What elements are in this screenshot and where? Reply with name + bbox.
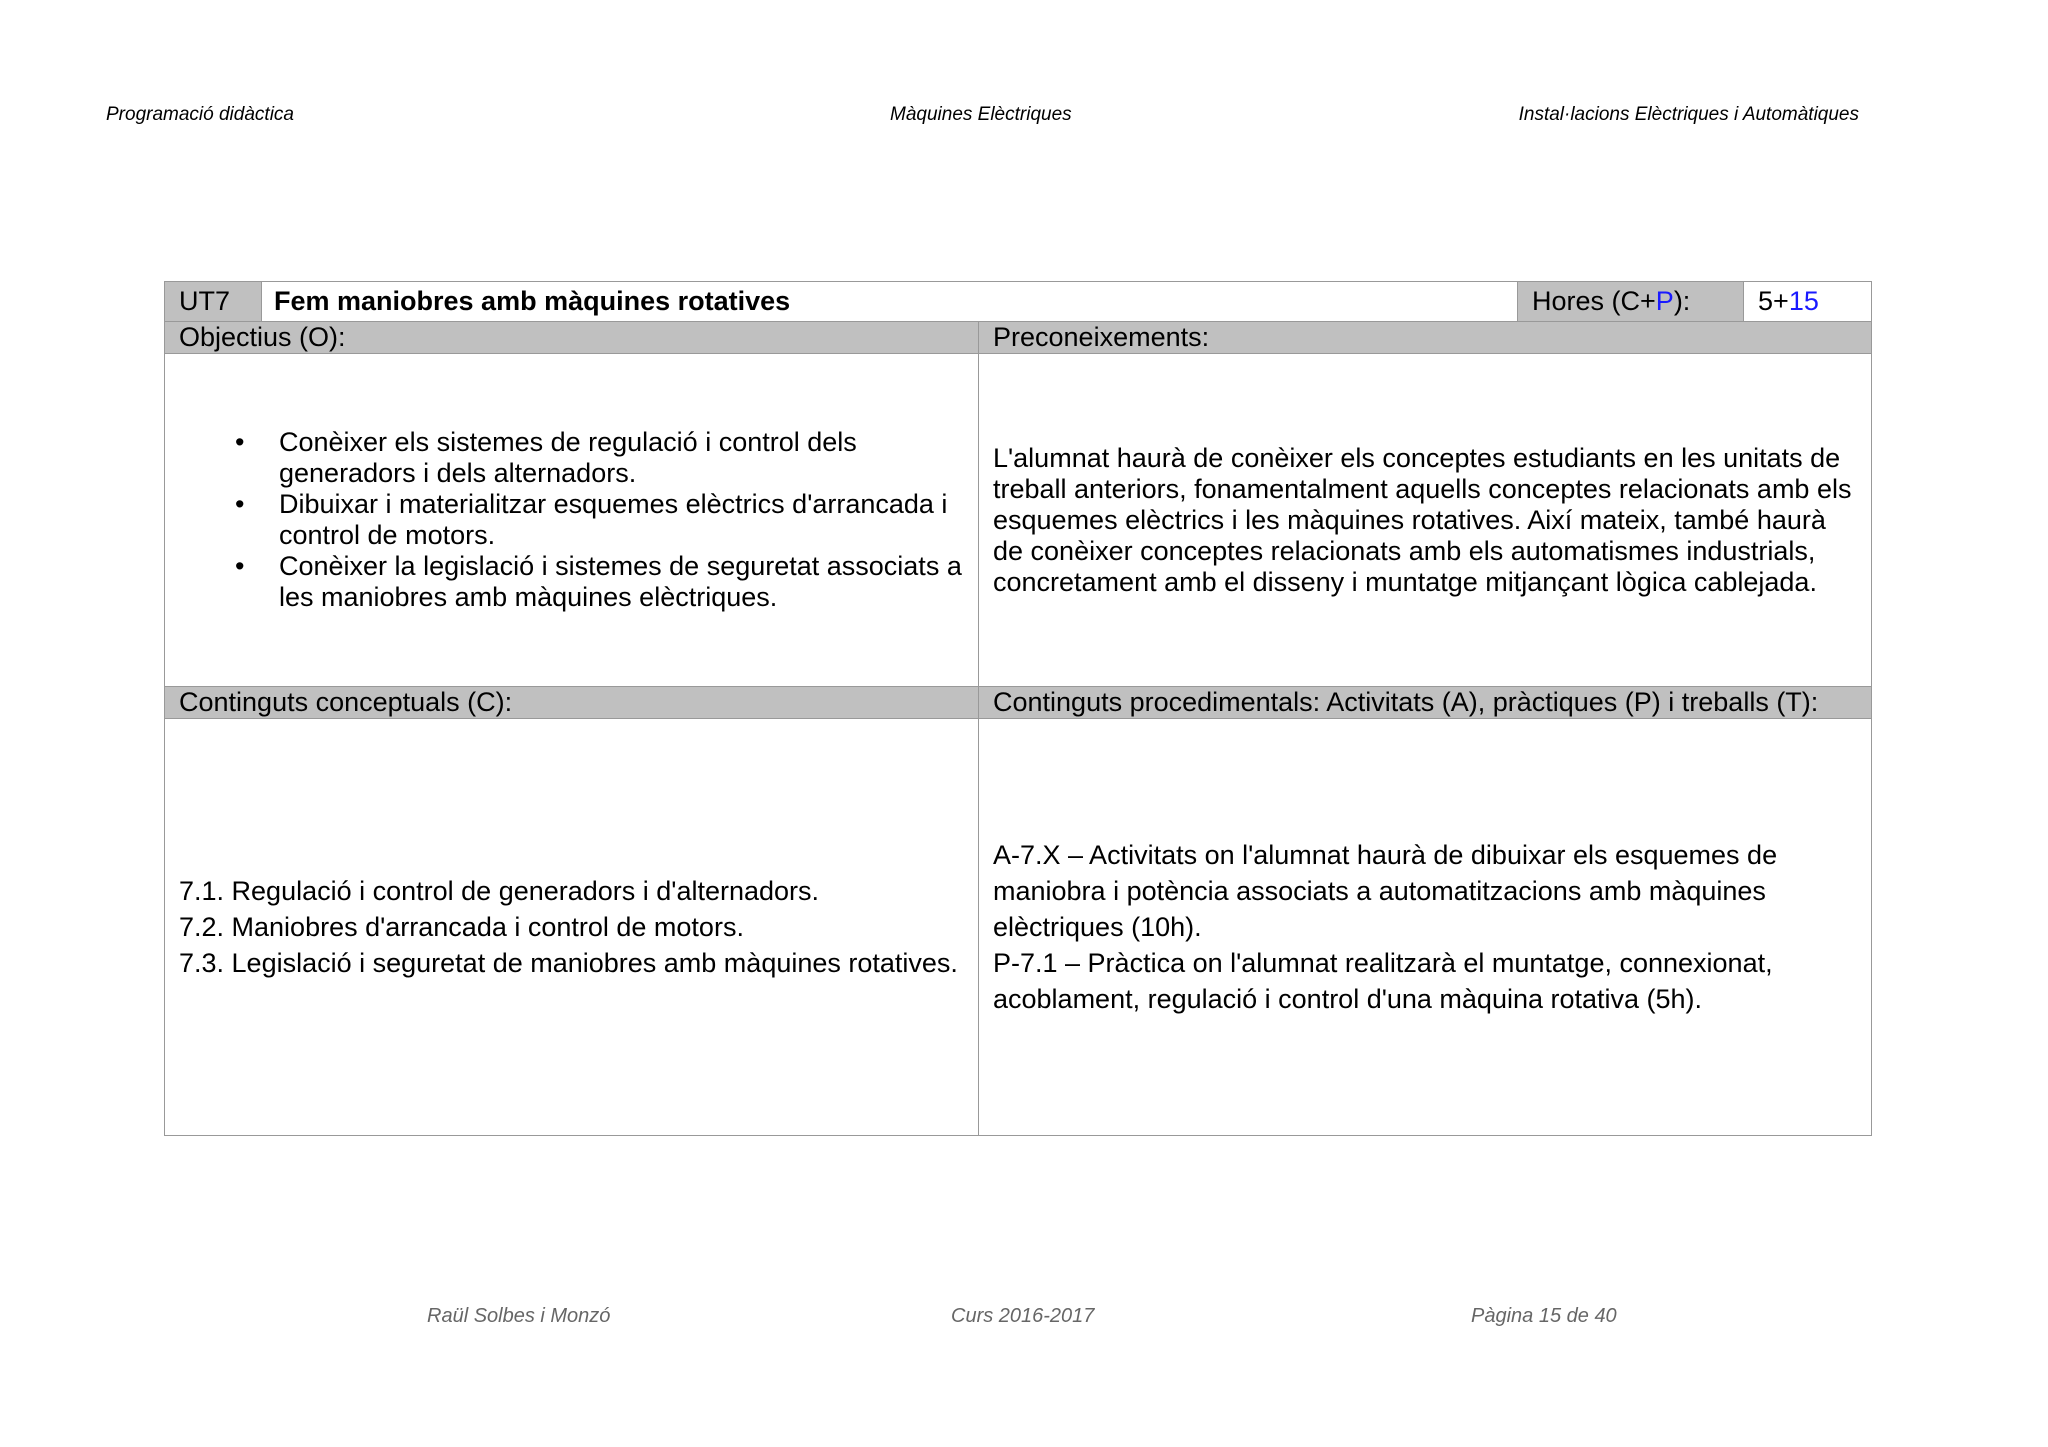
footer-author: Raül Solbes i Monzó: [427, 1305, 611, 1327]
unit-title-row: [165, 282, 1872, 322]
procedural-heading: Continguts procedimentals: Activitats (A), pràctiques (P) i treballs (T):: [979, 687, 1872, 719]
header-center: Màquines Elèctriques: [890, 104, 1072, 125]
conceptual-item: 7.1. Regulació i control de generadors i d'alternadors.: [179, 876, 820, 906]
unit-table: [164, 281, 1872, 1136]
hours-value: 5+15: [1744, 282, 1872, 322]
objectives-cell: [165, 354, 979, 687]
footer-page: Pàgina 15 de 40: [1471, 1305, 1617, 1327]
objective-item: • Dibuixar i materialitzar esquemes elèctrics d'arrancada i control de motors.: [279, 489, 964, 551]
conceptual-heading: Continguts conceptuals (C):: [165, 687, 979, 719]
procedural-item: A-7.X – Activitats on l'alumnat haurà de dibuixar els esquemes de maniobra i potència associats a automatitzacions amb màquines elèctriques (10h).: [993, 840, 1778, 942]
prior-knowledge-heading: Preconeixements:: [979, 322, 1872, 354]
unit-code: UT7: [165, 282, 262, 322]
procedural-cell: [979, 719, 1872, 1136]
contents-header-row: [165, 687, 1872, 719]
header-right: Instal·lacions Elèctriques i Automàtiques: [1518, 104, 1859, 125]
conceptual-item: 7.2. Maniobres d'arrancada i control de motors.: [179, 912, 744, 942]
unit-title: Fem maniobres amb màquines rotatives: [262, 282, 1518, 322]
objective-item: • Conèixer la legislació i sistemes de seguretat associats a les maniobres amb màquines elèctriques.: [279, 551, 964, 613]
objective-item: • Conèixer els sistemes de regulació i control dels generadors i dels alternadors.: [279, 427, 964, 489]
footer-course: Curs 2016-2017: [951, 1305, 1095, 1327]
prior-knowledge-text: L'alumnat haurà de conèixer els conceptes estudiants en les unitats de treball anteriors, fonamentalment aquells conceptes relacionats amb els esquemes elèctrics i les màquines rotatives. Així mateix, també haurà de conèixer conceptes relacionats amb els automatismes industrials, concretament amb el disseny i muntatge mitjançant lògica cablejada.: [993, 442, 1852, 597]
objectives-header-row: [165, 322, 1872, 354]
contents-row: [165, 719, 1872, 1136]
objectives-list: [179, 427, 964, 613]
hours-label: Hores (C+P):: [1518, 282, 1744, 322]
header-left: Programació didàctica: [106, 104, 294, 125]
objectives-heading: Objectius (O):: [165, 322, 979, 354]
conceptual-cell: [165, 719, 979, 1136]
conceptual-item: 7.3. Legislació i seguretat de maniobres amb màquines rotatives.: [179, 948, 958, 978]
objectives-row: [165, 354, 1872, 687]
prior-knowledge-cell: [979, 354, 1872, 687]
procedural-item: P-7.1 – Pràctica on l'alumnat realitzarà el muntatge, connexionat, acoblament, regulació i control d'una màquina rotativa (5h).: [993, 948, 1773, 1014]
